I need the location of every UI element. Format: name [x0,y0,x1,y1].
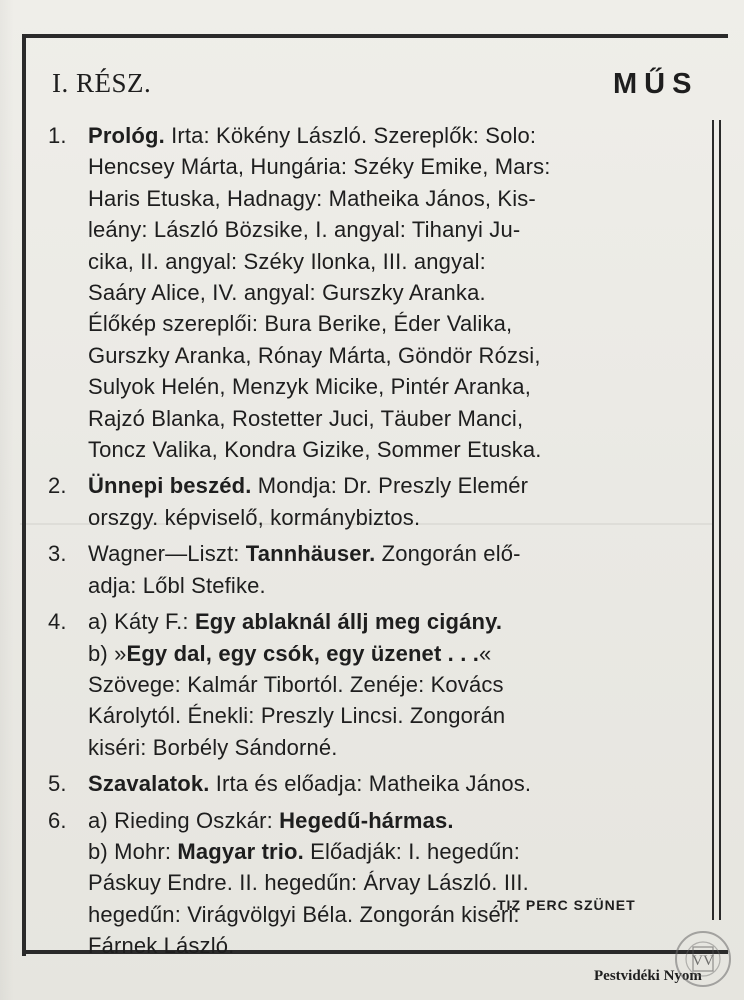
program-item [42,120,692,465]
program-text: Sulyok Helén, Menzyk Micike, Pintér Aranka, [88,374,531,400]
program-item-line [88,277,692,308]
program-item-line [88,434,692,465]
program-text: « [479,640,492,666]
program-work-title: Tannhäuser. [245,541,376,567]
program-text: a) Rieding Oszkár: [88,807,280,833]
program-item-line [88,151,692,182]
program-item-line [88,638,692,669]
program-text: hegedűn: Virágvölgyi Béla. Zongorán kiséri: [88,901,520,927]
program-item-number: 3. [48,541,67,567]
program-work-title: Egy ablaknál állj meg cigány. [194,609,503,635]
program-work-title: Magyar trio. [177,838,304,864]
program-text: Haris Etuska, Hadnagy: Matheika János, Kis- [88,185,536,211]
program-item-number: 6. [48,807,67,833]
program-text: Hencsey Márta, Hungária: Széky Emike, Mars: [88,154,551,180]
program-text: Irta: Kökény László. Szereplők: Solo: [164,123,537,148]
program-text: Rajzó Blanka, Rostetter Juci, Täuber Manci, [88,405,524,431]
stamp-monogram: VV [692,953,714,969]
program-item-number: 1. [48,123,67,148]
program-text: orszgy. képviselő, kormánybiztos. [88,504,421,530]
frame-right-rule-outer [712,120,714,920]
program-heading: MŰS [613,68,699,100]
program-item-line [88,570,692,601]
program-work-title: Szavalatok. [88,771,210,797]
program-item-line [88,606,692,637]
program-item-line [88,183,692,214]
frame-left-rule [22,34,26,956]
program-item-line [88,836,692,867]
program-item-line [88,371,692,402]
program-text: Fárnek László. [88,933,235,959]
program-work-title: Prológ. [88,123,165,148]
program-text: Páskuy Endre. II. hegedűn: Árvay László. III. [88,870,529,896]
program-item-line [88,732,692,763]
program-item-line [88,502,692,533]
program-text: adja: Lőbl Stefike. [88,572,266,598]
program-work-title: Ünnepi beszéd. [88,473,252,499]
program-text: Élőkép szereplői: Bura Berike, Éder Valika, [88,311,513,337]
program-item [42,606,692,763]
program-item-number: 2. [48,473,67,499]
program-item-line [88,700,692,731]
program-item-number: 5. [48,771,67,797]
printer-imprint: Pestvidéki Nyom [594,968,702,984]
program-text: Károlytól. Énekli: Preszly Lincsi. Zongorán [88,703,506,729]
program-item [42,470,692,533]
program-list [42,120,692,967]
program-text: b) Mohr: [88,838,178,864]
library-stamp [674,930,732,988]
program-item-line [88,669,692,700]
program-work-title: Hegedű-hármas. [279,807,454,833]
program-item-number: 4. [48,609,67,635]
program-item-line [88,340,692,371]
program-work-title: Egy dal, egy csók, egy üzenet . . . [126,640,479,666]
program-text: kiséri: Borbély Sándorné. [88,734,338,760]
program-text: Wagner—Liszt: [88,541,246,567]
program-text: a) Káty F.: [88,609,195,635]
program-item-line [88,805,692,836]
program-item-line [88,246,692,277]
program-item-line [88,214,692,245]
program-text: Szövege: Kalmár Tibortól. Zenéje: Kovács [88,671,504,697]
program-text: cika, II. angyal: Széky Ilonka, III. angyal: [88,248,486,274]
program-text: Saáry Alice, IV. angyal: Gurszky Aranka. [88,280,486,306]
program-text: Zongorán elő- [375,541,521,567]
program-text: Előadják: I. hegedűn: [303,838,520,864]
program-item [42,805,692,962]
program-text: leány: László Bözsike, I. angyal: Tihanyi Ju- [88,217,521,243]
program-item-line [88,768,692,799]
program-item-line [88,120,692,151]
frame-top-rule [22,34,728,38]
program-item [42,538,692,601]
program-text: Mondja: Dr. Preszly Elemér [251,473,529,499]
program-text: Irta és előadja: Matheika János. [209,771,532,797]
program-text: b) » [88,640,127,666]
program-item [42,768,692,799]
program-text: Toncz Valika, Kondra Gizike, Sommer Etuska. [88,437,542,463]
intermission-note: TIZ PERC SZÜNET [497,897,636,913]
program-item-line [88,867,692,898]
program-item-line [88,403,692,434]
program-item-line [88,470,692,501]
part-heading: I. RÉSZ. [52,68,152,98]
program-item-line [88,930,692,961]
frame-right-rule-inner [719,120,721,920]
program-item-line [88,308,692,339]
program-text: Gurszky Aranka, Rónay Márta, Göndör Rózsi, [88,342,541,368]
program-item-line [88,538,692,569]
